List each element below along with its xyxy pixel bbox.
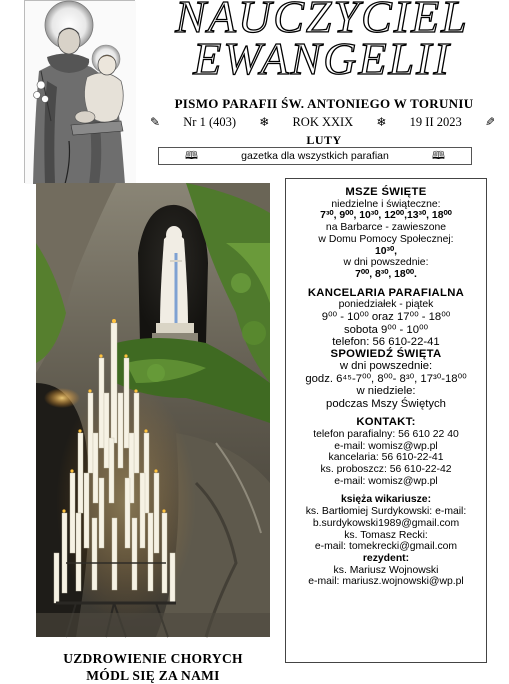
masses-weekday-label: w dni powszednie: [343,257,429,269]
grotto-image [36,183,270,637]
contact-heading: KONTAKT: [356,416,416,429]
office-days: poniedziałek - piątek [338,299,434,311]
vicars-heading: księża wikariusze: [340,494,432,506]
snowflake-icon: ❄ [376,115,387,129]
resident-heading: rezydent: [362,552,410,564]
vicar-2-name: ks. Tomasz Recki: [344,529,428,541]
contact-phone-pastor: ks. proboszcz: 56 610-22-42 [320,464,452,476]
photo-caption [36,650,270,684]
masses-weekday-times: 7⁰⁰, 8³⁰, 18⁰⁰. [355,268,417,280]
office-phone: telefon: 56 610-22-41 [332,336,440,349]
confession-weekday-hours: godz. 6⁴⁵-7⁰⁰, 8⁰⁰- 8³⁰, 17³⁰-18⁰⁰ [305,372,467,385]
snowflake-icon: ❄ [259,115,270,129]
issue-date: 19 II 2023 [409,115,462,129]
contact-phone-office: kancelaria: 56 610-22-41 [328,452,444,464]
resident-email[interactable]: e-mail: mariusz.wojnowski@wp.pl [308,576,464,588]
masses-sunday-label: niedzielne i świąteczne: [331,198,441,210]
masses-sunday-times: 7³⁰, 9⁰⁰, 10³⁰, 12⁰⁰,13³⁰, 18⁰⁰ [320,210,452,222]
caption-line-1: UZDROWIENIE CHORYCH [63,651,243,666]
title-line-1: NAUCZYCIEL [175,0,469,42]
lourdes-grotto-photo [36,183,270,637]
masses-dps-time: 10³⁰, [374,245,398,257]
masses-dps-label: w Domu Pomocy Społecznej: [318,233,454,245]
vicar-1-email[interactable]: b.surdykowski1989@gmail.com [312,517,460,529]
vicar-1-name: ks. Bartłomiej Surdykowski: e-mail: [305,506,467,518]
resident-name: ks. Mariusz Wojnowski [333,564,439,576]
office-hours: 9⁰⁰ - 10⁰⁰ oraz 17⁰⁰ - 18⁰⁰ [321,311,451,324]
masses-barbarka: na Barbarce - zawieszone [325,222,447,234]
confession-heading: SPOWIEDŹ ŚWIĘTA [330,347,442,360]
office-heading: KANCELARIA PARAFIALNA [307,286,465,299]
confession-weekday-label: w dni powszednie: [339,360,433,373]
pen-icon: ✎ [150,115,161,129]
tagline-box [158,147,472,165]
issue-year: ROK XXIX [292,115,354,129]
saint-anthony-figure [25,1,136,184]
publication-subtitle: PISMO PARAFII ŚW. ANTONIEGO W TORUNIU [174,96,474,111]
contact-email-parish[interactable]: e-mail: womisz@wp.pl [334,440,438,452]
issue-line [150,115,495,130]
confession-sunday-label: w niedziele: [356,385,416,398]
book-icon: 🕮 [185,149,198,162]
pen-icon: ✎ [484,115,495,129]
caption-line-2: MÓDL SIĘ ZA NAMI [86,668,220,683]
book-icon: 🕮 [432,149,445,162]
vicar-2-email[interactable]: e-mail: tomekrecki@gmail.com [314,541,458,553]
parish-info-box [285,178,487,663]
title-line-2: EWANGELII [193,33,451,84]
masses-heading: MSZE ŚWIĘTE [345,186,427,198]
contact-phone-parish: telefon parafialny: 56 610 22 40 [313,428,459,440]
masthead-title [137,0,507,82]
confession-sunday-text: podczas Mszy Świętych [326,397,446,410]
office-saturday: sobota 9⁰⁰ - 10⁰⁰ [343,323,429,336]
contact-email-pastor[interactable]: e-mail: womisz@wp.pl [334,475,438,487]
saint-anthony-illustration [24,0,135,183]
issue-month: LUTY [306,133,342,147]
tagline-text: gazetka dla wszystkich parafian [241,150,389,162]
issue-number: Nr 1 (403) [183,115,237,129]
